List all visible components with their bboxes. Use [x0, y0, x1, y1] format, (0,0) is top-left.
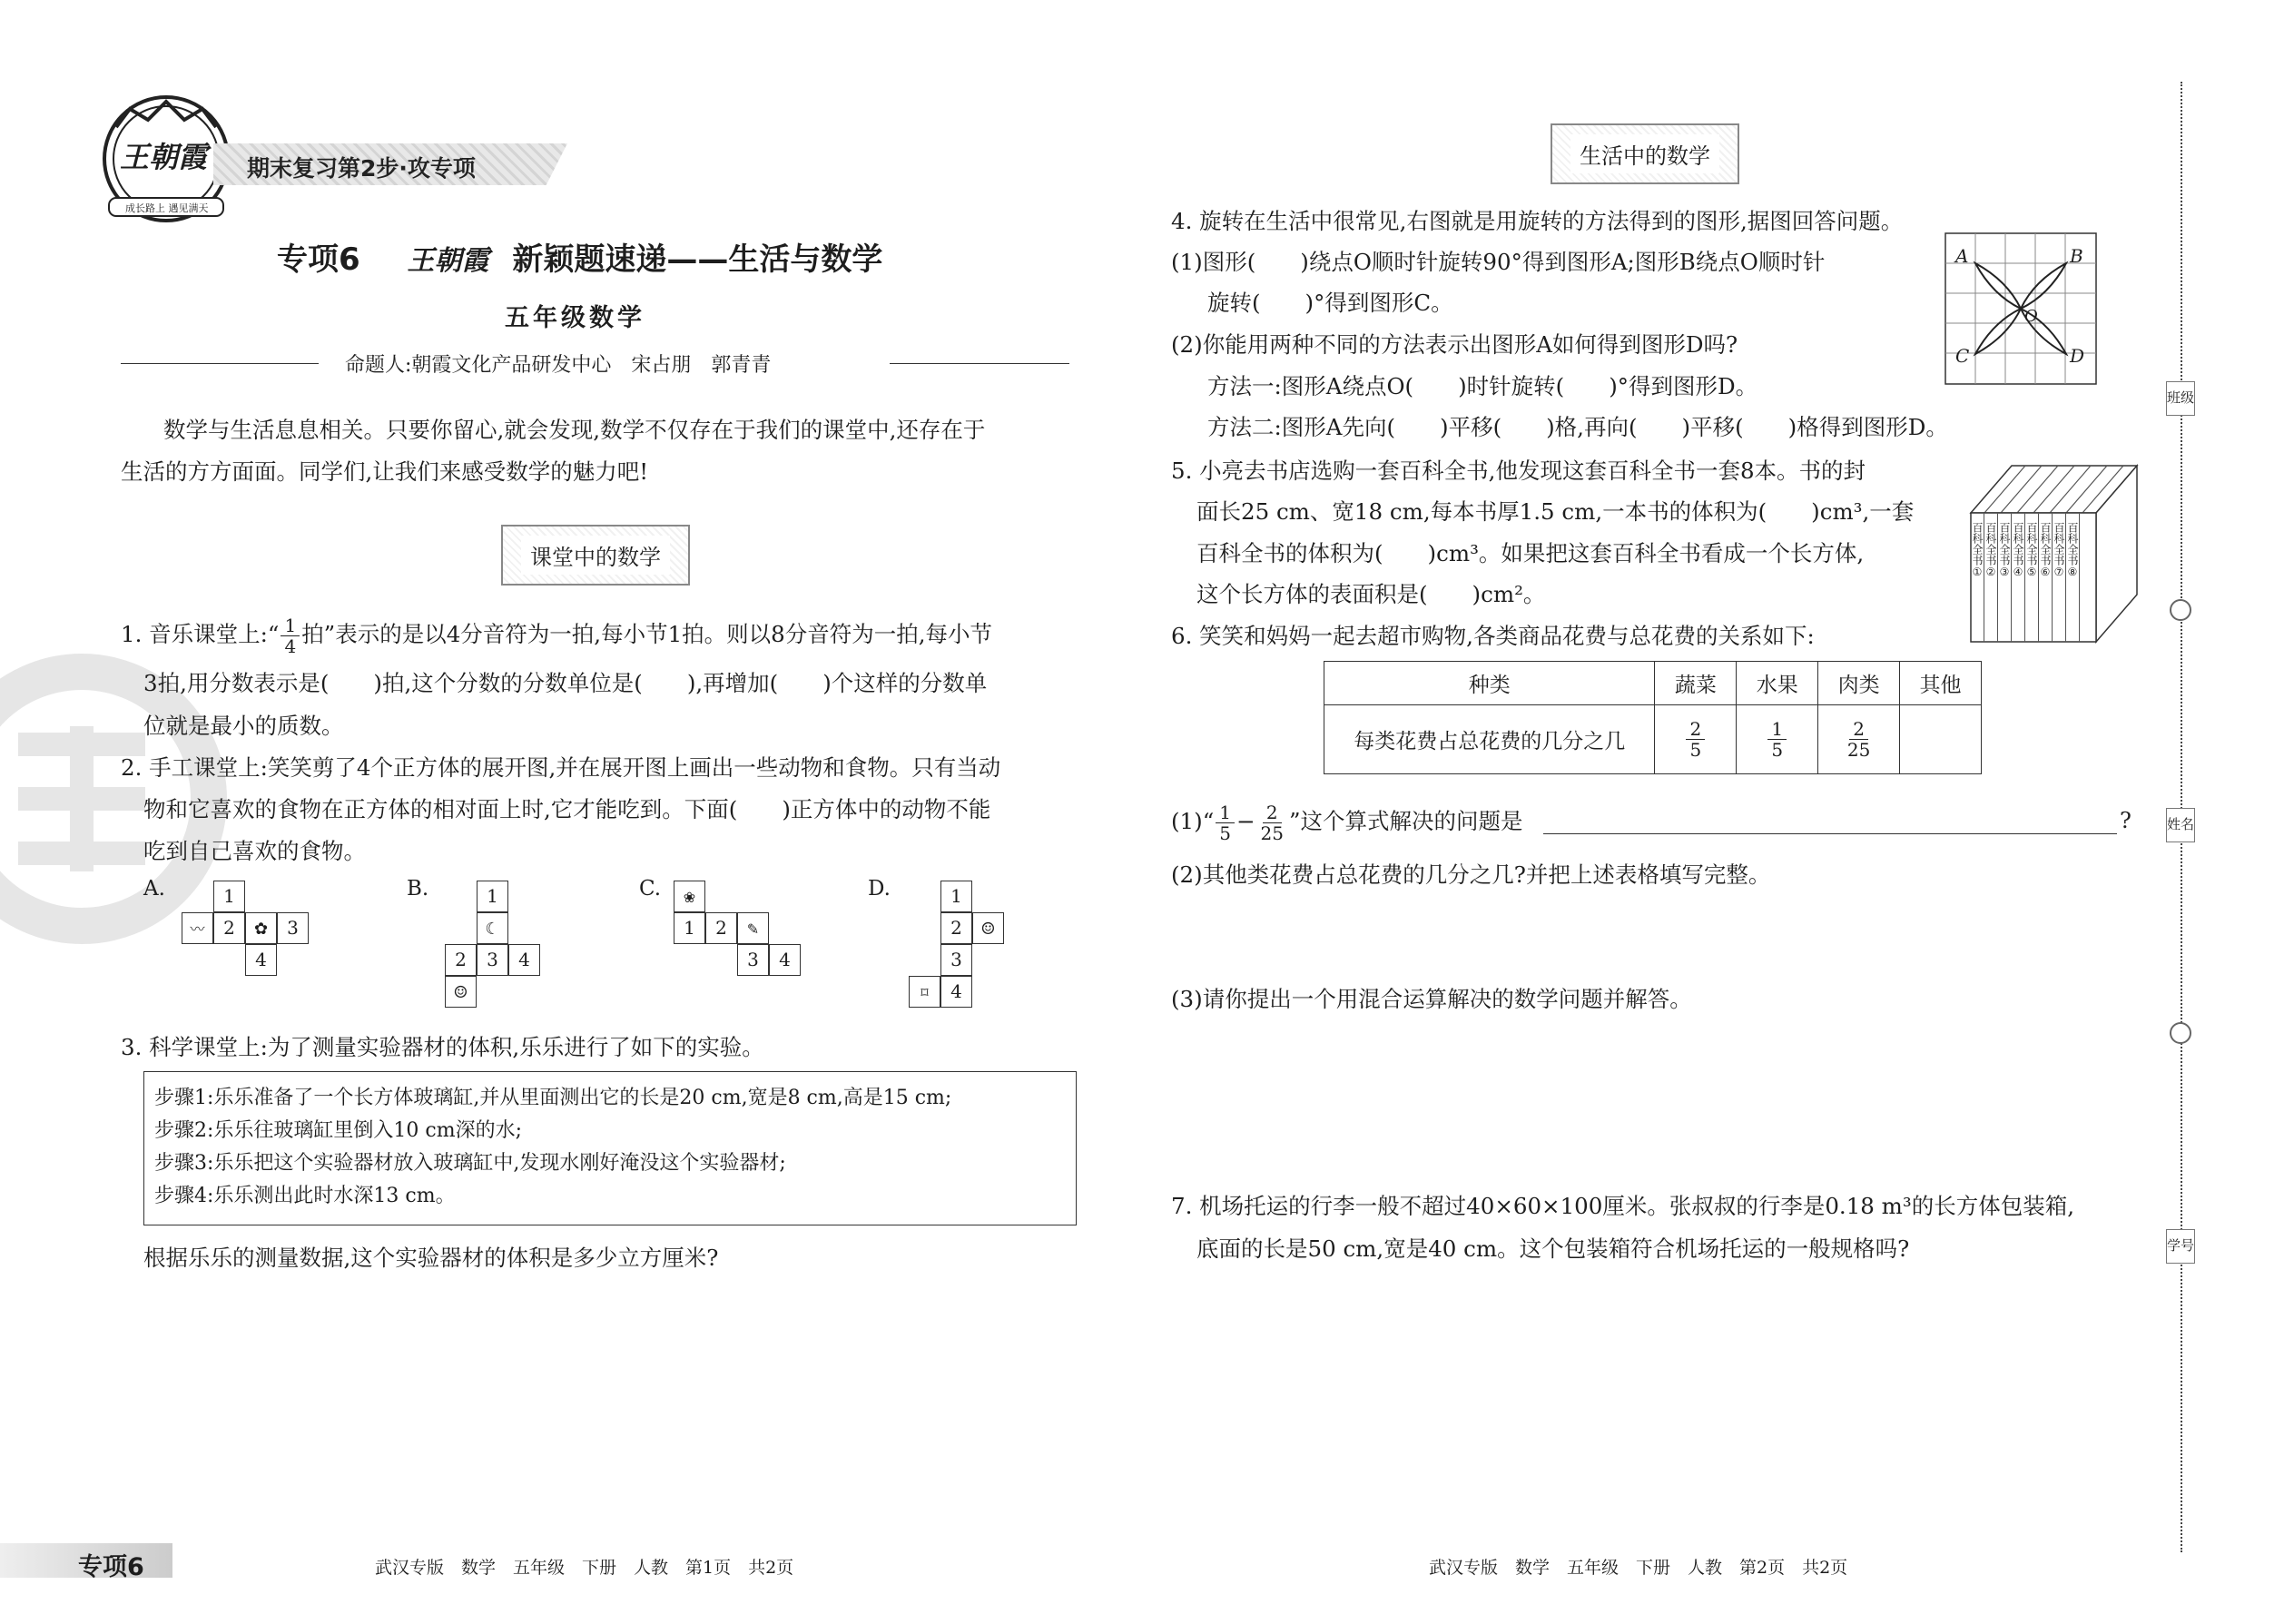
animal-icon: 〰	[190, 920, 205, 938]
fig-label-d: D	[2070, 345, 2085, 367]
footer-right: 武汉专版 数学 五年级 下册 人教 第2页 共2页	[1429, 1558, 1848, 1578]
book-spine-label: 百科全书	[2039, 522, 2052, 566]
authors-rule-right	[890, 363, 1069, 364]
q1-fraction: $\frac{1}{4}$	[281, 615, 300, 656]
q3-line-1: 3. 科学课堂上:为了测量实验器材的体积,乐乐进行了如下的实验。	[121, 1034, 764, 1060]
logo-text: 王朝霞	[120, 140, 208, 174]
net-cell: 3	[277, 912, 309, 944]
q4-part-2: (2)你能用两种不同的方法表示出图形A如何得到图形D吗?	[1171, 331, 1738, 358]
net-cell: 2	[940, 912, 972, 944]
net-cell	[245, 912, 277, 944]
food-icon: ✿	[253, 920, 269, 939]
q6-answer-end: ?	[2120, 808, 2132, 833]
table-cell: $\frac{2}{5}$	[1655, 705, 1737, 774]
book-spine-number: ⑤	[2026, 566, 2037, 578]
book-spine	[1998, 513, 2012, 642]
q5-line-2: 面长25 cm、宽18 cm,每本书厚1.5 cm,一本书的体积为( )cm³,一套	[1196, 498, 1915, 525]
q4-method-2: 方法二:图形A先向( )平移( )格,再向( )平移( )格得到图形D。	[1207, 414, 1948, 440]
net-cell: 1	[940, 881, 972, 912]
intro-line-2: 生活的方方面面。同学们,让我们来感受数学的魅力吧!	[121, 458, 649, 485]
q6-part-3: (3)请你提出一个用混合运算解决的数学问题并解答。	[1171, 986, 1692, 1012]
q5-line-3: 百科全书的体积为( )cm³。如果把这套百科全书看成一个长方体,	[1196, 540, 1865, 566]
option-b-label: B.	[407, 877, 429, 901]
footer-tag: 专项6	[78, 1553, 144, 1581]
book-spine-number: ⑥	[2040, 566, 2051, 578]
net-cell: 1	[674, 912, 705, 944]
book-spine-number: ③	[1999, 566, 2010, 578]
net-cell	[674, 881, 705, 912]
book-spine-label: 百科全书	[1998, 522, 2011, 566]
header-banner-text: 期末复习第2步·攻专项	[247, 155, 476, 182]
table-header: 蔬菜	[1655, 662, 1737, 705]
q4-line-1: 4. 旋转在生活中很常见,右图就是用旋转的方法得到的图形,据图回答问题。	[1171, 208, 1904, 234]
q3-step-1: 步骤1:乐乐准备了一个长方体玻璃缸,并从里面测出它的长是20 cm,宽是8 cm,高是15 cm;	[154, 1087, 952, 1109]
page-subtitle: 五年级数学	[505, 304, 645, 332]
fig-label-b: B	[2070, 245, 2083, 267]
net-cell: 4	[769, 944, 801, 976]
margin-label-number: 学号	[2166, 1229, 2195, 1264]
q5-line-4: 这个长方体的表面积是( )cm²。	[1196, 581, 1546, 607]
section-title-life: 生活中的数学	[1551, 123, 1739, 184]
book-spine	[2066, 513, 2080, 642]
net-cell	[909, 976, 940, 1008]
q6-part-2: (2)其他类花费占总花费的几分之几?并把上述表格填写完整。	[1171, 861, 1771, 888]
q1-line-3: 位就是最小的质数。	[143, 713, 344, 739]
page-title	[277, 234, 882, 279]
book-spine	[2053, 513, 2066, 642]
q6-answer-line[interactable]	[1543, 833, 2117, 834]
table-cell-empty[interactable]	[1900, 705, 1982, 774]
q3-step-3: 步骤3:乐乐把这个实验器材放入玻璃缸中,发现水刚好淹没这个实验器材;	[154, 1152, 786, 1175]
book-spine-label: 百科全书	[1971, 522, 1984, 566]
fig-label-o: O	[2024, 307, 2038, 326]
table-header: 肉类	[1818, 662, 1900, 705]
margin-label-class: 班级	[2166, 381, 2195, 416]
option-c-label: C.	[639, 877, 662, 901]
book-spine-number: ④	[2013, 566, 2023, 578]
authors: 命题人:朝霞文化产品研发中心 宋占朋 郭青青	[345, 354, 772, 377]
net-cell	[182, 912, 213, 944]
net-cell: 4	[940, 976, 972, 1008]
animal-icon: ☺	[980, 920, 996, 939]
net-cell: 3	[940, 944, 972, 976]
book-spine	[2012, 513, 2025, 642]
q2-line-2: 物和它喜欢的食物在正方体的相对面上时,它才能吃到。下面( )正方体中的动物不能	[143, 796, 991, 822]
q4-part-1b: 旋转( )°得到图形C。	[1207, 290, 1453, 316]
q6-part-1: (1)“ $\frac{1}{5}$ − $\frac{2}{25}$ ”这个算式解决的问题是	[1171, 802, 1523, 844]
table-cell: $\frac{1}{5}$	[1737, 705, 1818, 774]
fig-label-c: C	[1955, 345, 1970, 367]
section-title-classroom: 课堂中的数学	[501, 525, 690, 586]
book-spine	[2039, 513, 2053, 642]
net-cell	[972, 912, 1004, 944]
moon-icon: ☾	[485, 920, 500, 939]
table-header: 其他	[1900, 662, 1982, 705]
q3-step-2: 步骤2:乐乐往玻璃缸里倒入10 cm深的水;	[154, 1119, 522, 1142]
net-cell	[737, 912, 769, 944]
food-icon: ✎	[746, 920, 760, 938]
authors-rule-left	[121, 363, 319, 364]
animal-icon: ☺	[453, 983, 468, 1002]
q3-step-4: 步骤4:乐乐测出此时水深13 cm。	[154, 1185, 456, 1207]
q4-part-1a: (1)图形( )绕点O顺时针旋转90°得到图形A;图形B绕点O顺时针	[1171, 249, 1826, 275]
option-a-label: A.	[143, 877, 165, 901]
net-cell	[445, 976, 477, 1008]
net-cell: 1	[213, 881, 245, 912]
q7-line-2: 底面的长是50 cm,宽是40 cm。这个包装箱符合机场托运的一般规格吗?	[1196, 1235, 1910, 1262]
title-brand: 王朝霞	[407, 245, 489, 277]
net-cell: 3	[737, 944, 769, 976]
net-cell: 2	[705, 912, 737, 944]
book-spine	[1971, 513, 1984, 642]
fig-label-a: A	[1955, 245, 1969, 267]
q1-line-1: 1. 音乐课堂上:“ $\frac{1}{4}$ 拍”表示的是以4分音符为一拍,每小节1拍。则以8分音符为一拍,每小节	[121, 615, 993, 657]
book-spine-label: 百科全书	[2066, 522, 2079, 566]
book-spine-number: ⑧	[2067, 566, 2078, 578]
book-spine	[1984, 513, 1998, 642]
table-header: 种类	[1324, 662, 1655, 705]
intro-line-1: 数学与生活息息相关。只要你留心,就会发现,数学不仅存在于我们的课堂中,还存在于	[163, 417, 986, 443]
logo-motto: 成长路上 遇见满天	[125, 202, 209, 214]
net-cell: 1	[477, 881, 508, 912]
net-cell: 2	[445, 944, 477, 976]
q1-line-2: 3拍,用分数表示是( )拍,这个分数的分数单位是( ),再增加( )个这样的分数单	[143, 670, 988, 696]
net-cell: 4	[508, 944, 540, 976]
table-header: 水果	[1737, 662, 1818, 705]
q2-line-1: 2. 手工课堂上:笑笑剪了4个正方体的展开图,并在展开图上画出一些动物和食物。只有当动	[121, 754, 1001, 781]
book-spine	[2025, 513, 2039, 642]
q2-line-3: 吃到自己喜欢的食物。	[143, 838, 366, 864]
q6-line-1: 6. 笑笑和妈妈一起去超市购物,各类商品花费与总花费的关系如下:	[1171, 623, 1815, 649]
q7-line-1: 7. 机场托运的行李一般不超过40×60×100厘米。张叔叔的行李是0.18 m³的长方体包装箱,	[1171, 1193, 2075, 1219]
book-spine-number: ②	[1985, 566, 1996, 578]
margin-label-name: 姓名	[2166, 808, 2195, 842]
net-cell: 2	[213, 912, 245, 944]
book-spine-label: 百科全书	[1984, 522, 1997, 566]
q3-question: 根据乐乐的测量数据,这个实验器材的体积是多少立方厘米?	[143, 1245, 719, 1271]
book-spine-label: 百科全书	[2053, 522, 2065, 566]
book-spine-label: 百科全书	[2025, 522, 2038, 566]
footer-left: 武汉专版 数学 五年级 下册 人教 第1页 共2页	[375, 1558, 794, 1578]
title-prefix: 专项6	[277, 241, 360, 278]
margin-knot-icon	[2170, 599, 2191, 621]
book-spine-number: ①	[1972, 566, 1983, 578]
net-cell	[477, 912, 508, 944]
book-spines	[1971, 513, 2096, 642]
table-row-label: 每类花费占总花费的几分之几	[1324, 705, 1655, 774]
food-icon: ⌑	[921, 984, 929, 1001]
net-cell: 4	[245, 944, 277, 976]
animal-icon: ❀	[683, 889, 696, 906]
book-spine-number: ⑦	[2053, 566, 2064, 578]
net-cell: 3	[477, 944, 508, 976]
q5-line-1: 5. 小亮去书店选购一套百科全书,他发现这套百科全书一套8本。书的封	[1171, 458, 1866, 484]
margin-knot-icon	[2170, 1022, 2191, 1044]
option-d-label: D.	[868, 877, 891, 901]
book-spine-label: 百科全书	[2012, 522, 2024, 566]
table-cell: $\frac{2}{25}$	[1818, 705, 1900, 774]
title-suffix: 新颖题速递——生活与数学	[512, 241, 883, 278]
spending-table	[1324, 661, 1982, 774]
q4-method-1: 方法一:图形A绕点O( )时针旋转( )°得到图形D。	[1207, 373, 1758, 399]
